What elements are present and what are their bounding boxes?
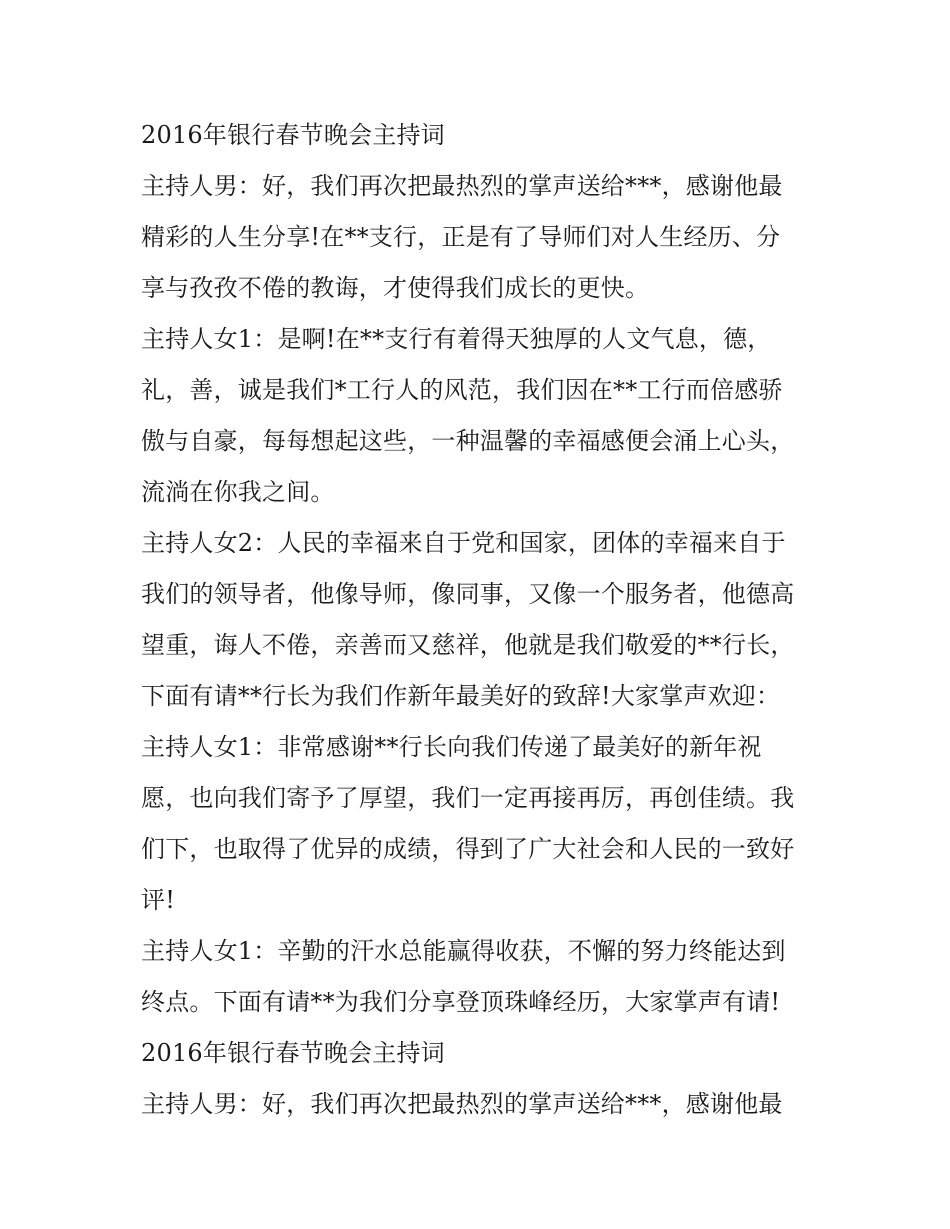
document-title-repeat: 2016年银行春节晚会主持词 xyxy=(141,1039,445,1067)
paragraph-line: 主持人男：好，我们再次把最热烈的掌声送给***，感谢他最 xyxy=(141,1090,783,1118)
document-body xyxy=(141,110,821,1130)
paragraph-line: 流淌在你我之间。 xyxy=(141,478,335,506)
paragraph-line: 主持人女1：非常感谢**行长向我们传递了最美好的新年祝 xyxy=(141,733,762,761)
paragraph-line: 主持人女1：辛勤的汗水总能赢得收获，不懈的努力终能达到 xyxy=(141,937,786,965)
paragraph-line: 我们的领导者，他像导师，像同事，又像一个服务者，他德高 xyxy=(141,580,795,608)
paragraph-line: 下面有请**行长为我们作新年最美好的致辞!大家掌声欢迎： xyxy=(141,682,781,710)
paragraph-line: 评! xyxy=(141,886,176,914)
paragraph-line: 终点。下面有请**为我们分享登顶珠峰经历，大家掌声有请! xyxy=(141,988,781,1016)
paragraph-line: 主持人女1：是啊!在**支行有着得天独厚的人文气息，德， xyxy=(141,325,772,353)
paragraph-line: 们下，也取得了优异的成绩，得到了广大社会和人民的一致好 xyxy=(141,835,795,863)
paragraph-line: 愿，也向我们寄予了厚望，我们一定再接再厉，再创佳绩。我 xyxy=(141,784,795,812)
paragraph-line: 精彩的人生分享!在**支行，正是有了导师们对人生经历、分 xyxy=(141,223,781,251)
document-title: 2016年银行春节晚会主持词 xyxy=(141,121,445,149)
paragraph-line: 望重，诲人不倦，亲善而又慈祥，他就是我们敬爱的**行长， xyxy=(141,631,795,659)
paragraph-line: 傲与自豪，每每想起这些，一种温馨的幸福感便会涌上心头， xyxy=(141,427,795,455)
paragraph-line: 主持人男：好，我们再次把最热烈的掌声送给***，感谢他最 xyxy=(141,172,783,200)
paragraph-line: 礼，善，诚是我们*工行人的风范，我们因在**工行而倍感骄 xyxy=(141,376,783,404)
paragraph-line: 享与孜孜不倦的教诲，才使得我们成长的更快。 xyxy=(141,274,650,302)
paragraph-line: 主持人女2：人民的幸福来自于党和国家，团体的幸福来自于 xyxy=(141,529,786,557)
